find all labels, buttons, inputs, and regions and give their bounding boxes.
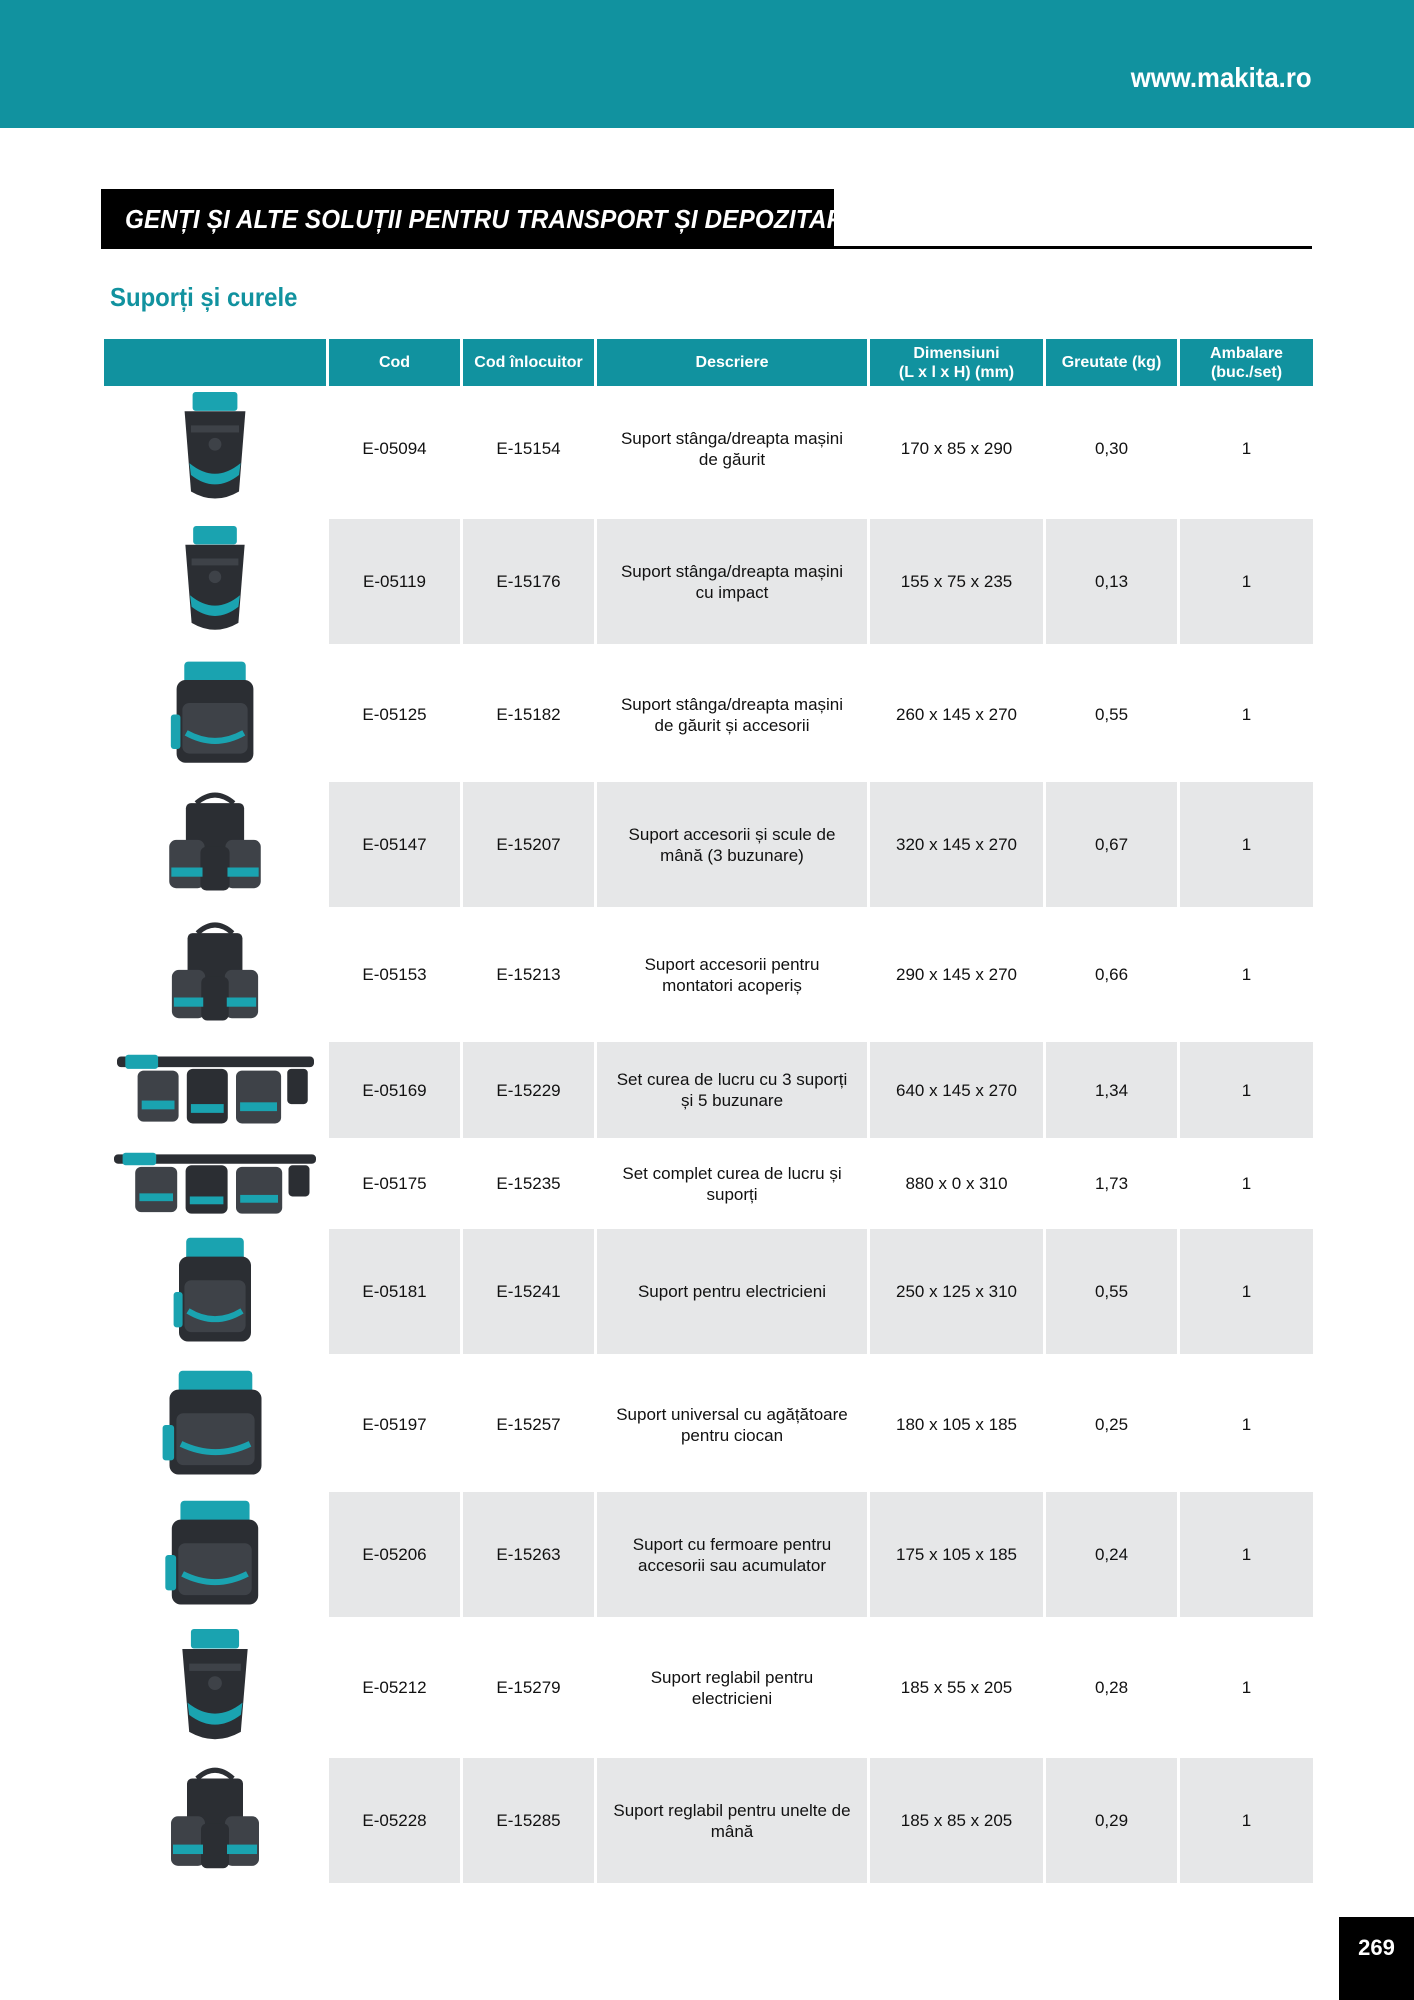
- cell-image: [104, 1758, 326, 1883]
- cell-description: Suport stânga/dreapta mașini de găurit: [620, 428, 844, 469]
- header-weight: Greutate (kg): [1046, 339, 1177, 386]
- cell-dimensions: 185 x 55 x 205: [900, 1678, 1013, 1697]
- cell-image: [104, 386, 326, 511]
- cell-dimensions: 260 x 145 x 270: [896, 705, 1017, 724]
- cell-packaging: 1: [1180, 1042, 1313, 1138]
- cell-packaging: 1: [1241, 1415, 1252, 1434]
- hammer-loop-pouch-icon: [158, 1366, 273, 1484]
- cell-packaging: 1: [1241, 965, 1252, 984]
- header-description: Descriere: [597, 339, 867, 386]
- section-title-box: [101, 189, 861, 249]
- cell-image: [104, 519, 326, 644]
- cell-packaging: 1: [1180, 1758, 1313, 1883]
- cell-code: E-05153: [362, 965, 427, 984]
- cell-dimensions: 185 x 85 x 205: [870, 1758, 1043, 1883]
- work-belt-set-icon: [113, 1046, 318, 1134]
- page-number: 269: [1358, 1934, 1395, 1960]
- cell-replacement-code: E-15207: [463, 782, 594, 907]
- cell-description: Suport accesorii și scule de mână (3 buzunare): [597, 782, 867, 907]
- cell-replacement-code: E-15279: [496, 1678, 561, 1697]
- header-code: Cod: [329, 339, 460, 386]
- table-row: [104, 912, 1313, 1037]
- table-row: [104, 1042, 1313, 1138]
- cell-packaging: 1: [1180, 1229, 1313, 1354]
- cell-code: E-05181: [329, 1229, 460, 1354]
- cell-code: E-05206: [329, 1492, 460, 1617]
- cell-description: Suport accesorii pentru montatori acoperiș: [644, 954, 820, 995]
- cell-dimensions: 880 x 0 x 310: [905, 1174, 1008, 1193]
- cell-description: Suport reglabil pentru unelte de mână: [597, 1758, 867, 1883]
- section-title: GENȚI ȘI ALTE SOLUȚII PENTRU TRANSPORT ȘI DEPOZITARE: [125, 203, 861, 234]
- cell-replacement-code: E-15176: [463, 519, 594, 644]
- cell-replacement-code: E-15285: [463, 1758, 594, 1883]
- cell-packaging: 1: [1241, 1174, 1252, 1193]
- cell-description: Set complet curea de lucru și suporți: [622, 1163, 842, 1204]
- table-row: [104, 519, 1313, 644]
- cell-weight: 0,28: [1094, 1678, 1129, 1697]
- cell-weight: 0,55: [1046, 1229, 1177, 1354]
- cell-weight: 0,55: [1094, 705, 1129, 724]
- table-row: [104, 1758, 1313, 1883]
- table-row: [104, 1362, 1313, 1487]
- cell-weight: 0,25: [1094, 1415, 1129, 1434]
- cell-description: Suport pentru electricieni: [597, 1229, 867, 1354]
- tool-holster-icon: [175, 390, 255, 508]
- table-header-row: [104, 339, 1313, 386]
- cell-image: [104, 1492, 326, 1617]
- cell-code: E-05094: [362, 439, 427, 458]
- cell-image: [104, 1622, 326, 1753]
- cell-replacement-code: E-15241: [463, 1229, 594, 1354]
- table-row: [104, 1229, 1313, 1354]
- row-spacer: [104, 511, 1313, 519]
- row-spacer-cell: [104, 644, 1313, 652]
- row-spacer: [104, 1354, 1313, 1362]
- cell-image: [104, 1362, 326, 1487]
- cell-replacement-code: E-15154: [496, 439, 561, 458]
- table-row: [104, 1141, 1313, 1226]
- cell-description: Set curea de lucru cu 3 suporți și 5 buzunare: [597, 1042, 867, 1138]
- header-replacement-code: Cod înlocuitor: [463, 339, 594, 386]
- cell-code: E-05212: [362, 1678, 427, 1697]
- cell-replacement-code: E-15257: [496, 1415, 561, 1434]
- cell-image: [104, 1042, 326, 1138]
- cell-dimensions: 170 x 85 x 290: [900, 439, 1013, 458]
- cell-dimensions: 320 x 145 x 270: [870, 782, 1043, 907]
- header-dimensions: [870, 339, 1043, 386]
- header-dimensions-line2: (L x l x H) (mm): [898, 363, 1015, 381]
- adjustable-electrician-pouch-icon: [172, 1627, 258, 1749]
- cell-packaging: 1: [1180, 519, 1313, 644]
- page-number-box: [1339, 1917, 1414, 2000]
- cell-weight: 0,24: [1046, 1492, 1177, 1617]
- cell-code: E-05147: [329, 782, 460, 907]
- cell-code: E-05169: [329, 1042, 460, 1138]
- three-pocket-pouch-icon: [163, 787, 267, 902]
- cell-weight: 1,34: [1046, 1042, 1177, 1138]
- site-url[interactable]: www.makita.ro: [1131, 62, 1312, 93]
- cell-weight: 0,29: [1046, 1758, 1177, 1883]
- cell-dimensions: 250 x 125 x 310: [870, 1229, 1043, 1354]
- cell-packaging: 1: [1241, 705, 1252, 724]
- cell-weight: 0,13: [1046, 519, 1177, 644]
- header-image: [104, 339, 326, 386]
- section-divider: [834, 246, 1312, 249]
- complete-belt-set-icon: [110, 1145, 320, 1223]
- cell-description: Suport universal cu agățătoare pentru ciocan: [616, 1404, 848, 1445]
- row-spacer-cell: [104, 1354, 1313, 1362]
- cell-image: [104, 912, 326, 1037]
- cell-image: [104, 782, 326, 907]
- header-dimensions-line1: Dimensiuni: [913, 344, 1000, 362]
- header-band: [0, 0, 1414, 128]
- cell-weight: 0,67: [1046, 782, 1177, 907]
- header-packaging: [1180, 339, 1313, 386]
- table-row: [104, 1622, 1313, 1753]
- cell-description: Suport stânga/dreapta mașini de găurit și accesorii: [620, 694, 844, 735]
- cell-packaging: 1: [1180, 1492, 1313, 1617]
- cell-weight: 1,73: [1094, 1174, 1129, 1193]
- cell-packaging: 1: [1180, 782, 1313, 907]
- cell-dimensions: 175 x 105 x 185: [870, 1492, 1043, 1617]
- cell-dimensions: 155 x 75 x 235: [870, 519, 1043, 644]
- cell-description: Suport cu fermoare pentru accesorii sau acumulator: [597, 1492, 867, 1617]
- table-row: [104, 782, 1313, 907]
- cell-description: Suport stânga/dreapta mașini cu impact: [597, 519, 867, 644]
- cell-code: E-05228: [329, 1758, 460, 1883]
- cell-replacement-code: E-15263: [463, 1492, 594, 1617]
- subsection-title: Suporți și curele: [110, 282, 298, 312]
- zip-pouch-icon: [161, 1496, 269, 1614]
- cell-image: [104, 1141, 326, 1226]
- header-packaging-line2: (buc./set): [1210, 363, 1283, 381]
- cell-image: [104, 1229, 326, 1354]
- cell-packaging: 1: [1241, 439, 1252, 458]
- cell-code: E-05119: [329, 519, 460, 644]
- cell-replacement-code: E-15235: [496, 1174, 561, 1193]
- cell-description: Suport reglabil pentru electricieni: [650, 1667, 814, 1708]
- cell-code: E-05175: [362, 1174, 427, 1193]
- row-spacer: [104, 644, 1313, 652]
- cell-replacement-code: E-15213: [496, 965, 561, 984]
- table-body: [104, 386, 1313, 1883]
- adjustable-hand-tool-pouch-icon: [165, 1762, 265, 1880]
- cell-code: E-05125: [362, 705, 427, 724]
- cell-code: E-05197: [362, 1415, 427, 1434]
- row-spacer-cell: [104, 511, 1313, 519]
- cell-image: [104, 652, 326, 777]
- table-row: [104, 386, 1313, 511]
- electrician-pouch-icon: [170, 1233, 260, 1351]
- table-row: [104, 652, 1313, 777]
- table-row: [104, 1492, 1313, 1617]
- header-packaging-line1: Ambalare: [1210, 344, 1283, 362]
- cell-weight: 0,30: [1094, 439, 1129, 458]
- cell-dimensions: 290 x 145 x 270: [896, 965, 1017, 984]
- cell-packaging: 1: [1241, 1678, 1252, 1697]
- impact-holster-icon: [176, 524, 254, 639]
- cell-dimensions: 640 x 145 x 270: [870, 1042, 1043, 1138]
- cell-replacement-code: E-15229: [463, 1042, 594, 1138]
- drill-accessory-holster-icon: [167, 657, 263, 772]
- cell-weight: 0,66: [1094, 965, 1129, 984]
- cell-dimensions: 180 x 105 x 185: [896, 1415, 1017, 1434]
- roofer-pouch-icon: [166, 917, 264, 1032]
- cell-replacement-code: E-15182: [496, 705, 561, 724]
- products-table: [101, 339, 1316, 1883]
